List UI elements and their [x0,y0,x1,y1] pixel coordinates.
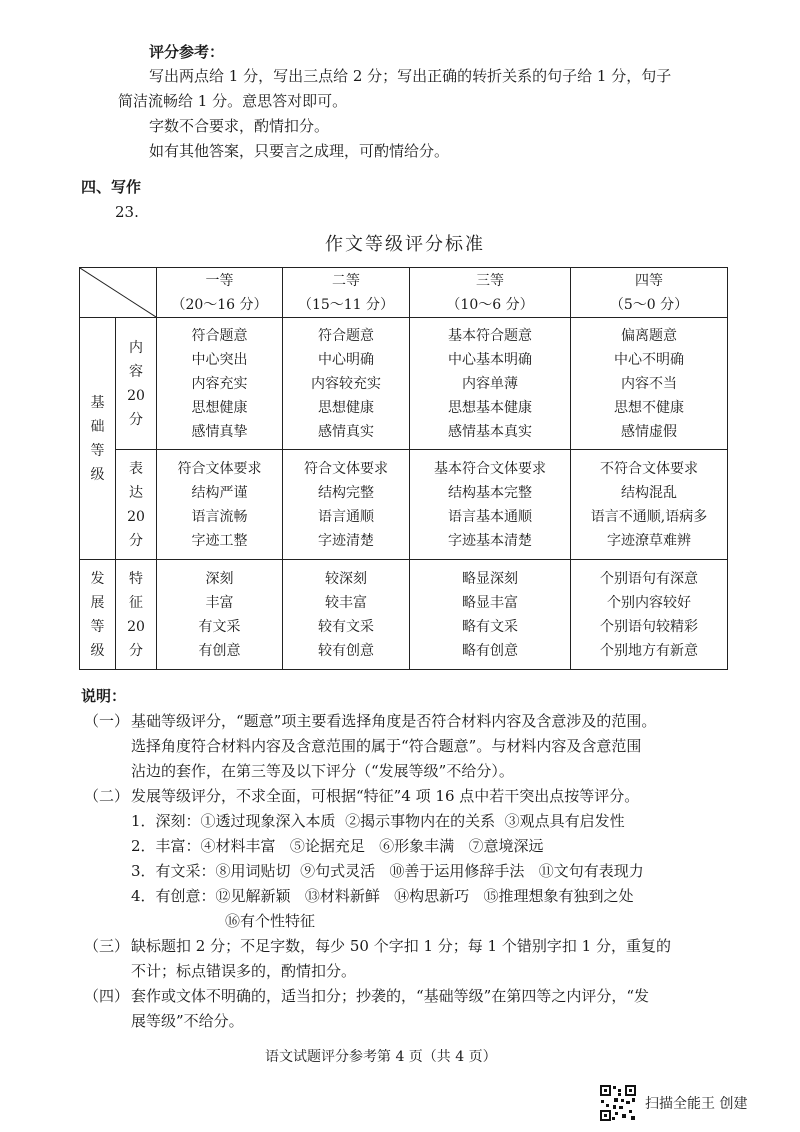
feature-cell-grade-2: 较深刻 较丰富 较有文采 较有创意 [283,560,410,670]
content-cell-grade-1: 符合题意 中心突出 内容充实 思想健康 感情真挚 [157,318,283,450]
feature-cell-grade-4: 个别语句有深意 个别内容较好 个别语句较精彩 个别地方有新意 [571,560,728,670]
expression-cell-grade-4: 不符合文体要求 结构混乱 语言不通顺,语病多 字迹潦草难辨 [571,450,728,560]
note-2-item: 2．丰富：④材料丰富 ⑤论据充足 ⑥形象丰满 ⑦意境深远 [131,837,544,855]
note-1-line: 选择角度符合材料内容及含意范围的属于“符合题意”。与材料内容及含意范围 [131,737,642,755]
section-heading: 四、写作 [81,178,142,196]
note-1-label: （一） [84,712,130,730]
note-3-line: 缺标题扣 2 分；不足字数，每少 50 个字扣 1 分；每 1 个错别字扣 1 分，重复的 [131,937,671,955]
diagonal-corner-cell [80,268,157,318]
notes-heading: 说明： [81,687,127,705]
grade-header-2: 二等 （15～11 分） [283,268,410,318]
grading-table [79,267,728,670]
table-title: 作文等级评分标准 [325,234,485,255]
scoring-reference-line: 如有其他答案，只要言之成理，可酌情给分。 [149,142,450,160]
scoring-reference-heading: 评分参考： [149,43,225,61]
feature-cell-grade-3: 略显深刻 略显丰富 略有文采 略有创意 [410,560,571,670]
note-4-line: 套作或文体不明确的，适当扣分；抄袭的，“基础等级”在第四等之内评分，“发 [131,987,650,1005]
note-1-line: 基础等级评分，“题意”项主要看选择角度是否符合材料内容及含意涉及的范围。 [131,712,657,730]
note-2-line: 发展等级评分，不求全面，可根据“特征”4 项 16 点中若干突出点按等评分。 [131,787,640,805]
note-2-label: （二） [84,787,130,805]
content-cell-grade-3: 基本符合题意 中心基本明确 内容单薄 思想基本健康 感情基本真实 [410,318,571,450]
question-number: 23. [115,203,139,221]
content-cell-grade-4: 偏离题意 中心不明确 内容不当 思想不健康 感情虚假 [571,318,728,450]
table-row-expression [80,450,728,560]
table-row-feature [80,560,728,670]
expression-cell-grade-3: 基本符合文体要求 结构基本完整 语言基本通顺 字迹基本清楚 [410,450,571,560]
content-cell-grade-2: 符合题意 中心明确 内容较充实 思想健康 感情真实 [283,318,410,450]
note-3-line: 不计；标点错误多的，酌情扣分。 [131,962,357,980]
feature-cell-grade-1: 深刻 丰富 有文采 有创意 [157,560,283,670]
scanner-watermark: 扫描全能王 创建 [645,1096,748,1112]
page-footer: 语文试题评分参考第 4 页（共 4 页） [265,1049,497,1065]
note-4-label: （四） [84,987,130,1005]
note-4-line: 展等级”不给分。 [131,1012,244,1030]
development-level-group-label: 发 展 等 级 [80,560,116,670]
note-1-line: 沾边的套作，在第三等及以下评分（“发展等级”不给分）。 [131,762,514,780]
note-2-item: 1．深刻：①透过现象深入本质 ②揭示事物内在的关系 ③观点具有启发性 [131,812,625,830]
grade-header-3: 三等 （10～6 分） [410,268,571,318]
note-2-item: 3．有文采：⑧用词贴切 ⑨句式灵活 ⑩善于运用修辞手法 ⑪文句有表现力 [131,862,644,880]
grade-header-4: 四等 （5～0 分） [571,268,728,318]
qr-code-icon [599,1084,637,1122]
basic-level-group-label: 基 础 等 级 [80,318,116,560]
grade-header-1: 一等 （20～16 分） [157,268,283,318]
scoring-reference-line: 字数不合要求，酌情扣分。 [149,117,330,135]
note-2-item: 4．有创意：⑫见解新颖 ⑬材料新鲜 ⑭构思新巧 ⑮推理想象有独到之处 [131,887,634,905]
expression-cell-grade-2: 符合文体要求 结构完整 语言通顺 字迹清楚 [283,450,410,560]
content-row-label: 内 容 20 分 [116,318,157,450]
scoring-reference-line: 简洁流畅给 1 分。意思答对即可。 [118,92,348,110]
note-3-label: （三） [84,937,130,955]
scoring-reference-line: 写出两点给 1 分，写出三点给 2 分；写出正确的转折关系的句子给 1 分，句子 [149,67,672,85]
table-header-row [80,268,728,318]
feature-row-label: 特 征 20 分 [116,560,157,670]
expression-cell-grade-1: 符合文体要求 结构严谨 语言流畅 字迹工整 [157,450,283,560]
table-row-content [80,318,728,450]
note-2-item: ⑯有个性特征 [225,912,316,930]
expression-row-label: 表 达 20 分 [116,450,157,560]
